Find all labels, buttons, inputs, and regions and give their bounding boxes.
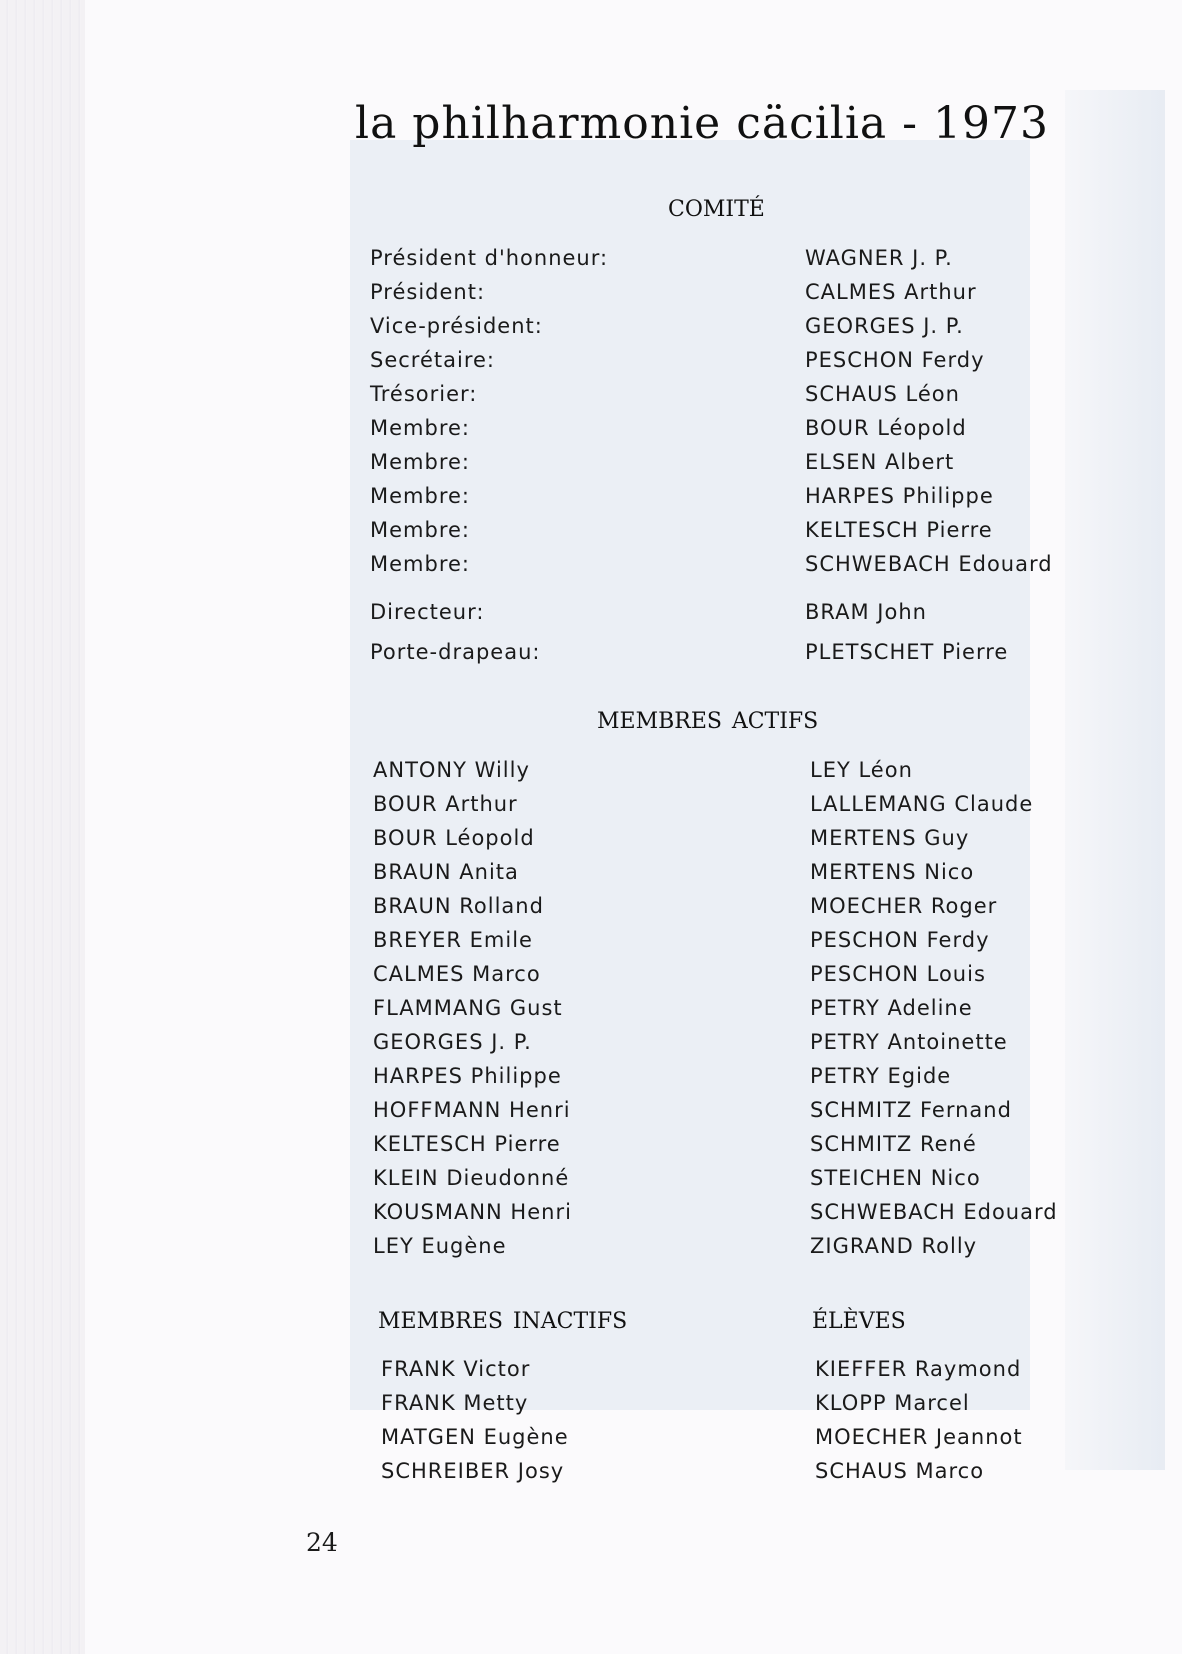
pupil: KIEFFER Raymond [815,1357,1022,1381]
active-member: MOECHER Roger [810,894,998,918]
active-member: CALMES Marco [373,962,541,986]
committee-name: CALMES Arthur [805,280,977,304]
active-member: BREYER Emile [373,928,533,952]
committee-role: Membre: [370,450,470,474]
committee-role: Président d'honneur: [370,246,609,270]
active-member: KELTESCH Pierre [373,1132,561,1156]
active-member: PETRY Egide [810,1064,952,1088]
active-member: PETRY Antoinette [810,1030,1008,1054]
committee-role: Membre: [370,518,470,542]
committee-role: Directeur: [370,600,485,624]
page-title: la philharmonie cäcilia - 1973 [355,98,1049,149]
committee-name: PESCHON Ferdy [805,348,985,372]
active-member: SCHWEBACH Edouard [810,1200,1058,1224]
active-member: PESCHON Ferdy [810,928,990,952]
committee-role: Trésorier: [370,382,478,406]
pupil: MOECHER Jeannot [815,1425,1023,1449]
active-member: ANTONY Willy [373,758,530,782]
active-member: LEY Eugène [373,1234,507,1258]
active-member: ZIGRAND Rolly [810,1234,978,1258]
page-number: 24 [306,1528,338,1557]
active-member: LALLEMANG Claude [810,792,1034,816]
pupil: KLOPP Marcel [815,1391,970,1415]
active-member: KLEIN Dieudonné [373,1166,570,1190]
committee-name: GEORGES J. P. [805,314,964,338]
active-member: PESCHON Louis [810,962,986,986]
active-member: GEORGES J. P. [373,1030,532,1054]
pupil: SCHAUS Marco [815,1459,985,1483]
committee-role: Membre: [370,416,470,440]
committee-role: Membre: [370,484,470,508]
inactive-members-heading: membres inactifs [378,1300,628,1336]
committee-name: WAGNER J. P. [805,246,953,270]
committee-name: BRAM John [805,600,927,624]
inactive-member: FRANK Victor [381,1357,531,1381]
committee-name: HARPES Philippe [805,484,994,508]
bleed-through-edge [1065,90,1165,1470]
active-members-heading: membres actifs [597,700,819,736]
committee-name: SCHAUS Léon [805,382,960,406]
active-member: LEY Léon [810,758,913,782]
page-binding-edge [0,0,85,1654]
active-member: SCHMITZ René [810,1132,977,1156]
committee-name: KELTESCH Pierre [805,518,993,542]
active-member: BRAUN Anita [373,860,519,884]
committee-name: BOUR Léopold [805,416,967,440]
inactive-member: SCHREIBER Josy [381,1459,565,1483]
active-member: PETRY Adeline [810,996,973,1020]
active-member: BOUR Léopold [373,826,535,850]
committee-role: Secrétaire: [370,348,495,372]
active-member: KOUSMANN Henri [373,1200,572,1224]
pupils-heading: élèves [812,1300,906,1336]
inactive-member: MATGEN Eugène [381,1425,569,1449]
active-member: BOUR Arthur [373,792,518,816]
inactive-member: FRANK Metty [381,1391,529,1415]
active-member: SCHMITZ Fernand [810,1098,1012,1122]
active-member: HARPES Philippe [373,1064,562,1088]
committee-role: Président: [370,280,486,304]
committee-role: Porte-drapeau: [370,640,541,664]
active-member: MERTENS Guy [810,826,970,850]
committee-name: PLETSCHET Pierre [805,640,1009,664]
active-member: STEICHEN Nico [810,1166,981,1190]
active-member: HOFFMANN Henri [373,1098,571,1122]
active-member: MERTENS Nico [810,860,975,884]
committee-role: Membre: [370,552,470,576]
committee-heading: comité [668,188,765,224]
committee-name: SCHWEBACH Edouard [805,552,1053,576]
committee-name: ELSEN Albert [805,450,955,474]
active-member: FLAMMANG Gust [373,996,563,1020]
committee-role: Vice-président: [370,314,543,338]
active-member: BRAUN Rolland [373,894,544,918]
